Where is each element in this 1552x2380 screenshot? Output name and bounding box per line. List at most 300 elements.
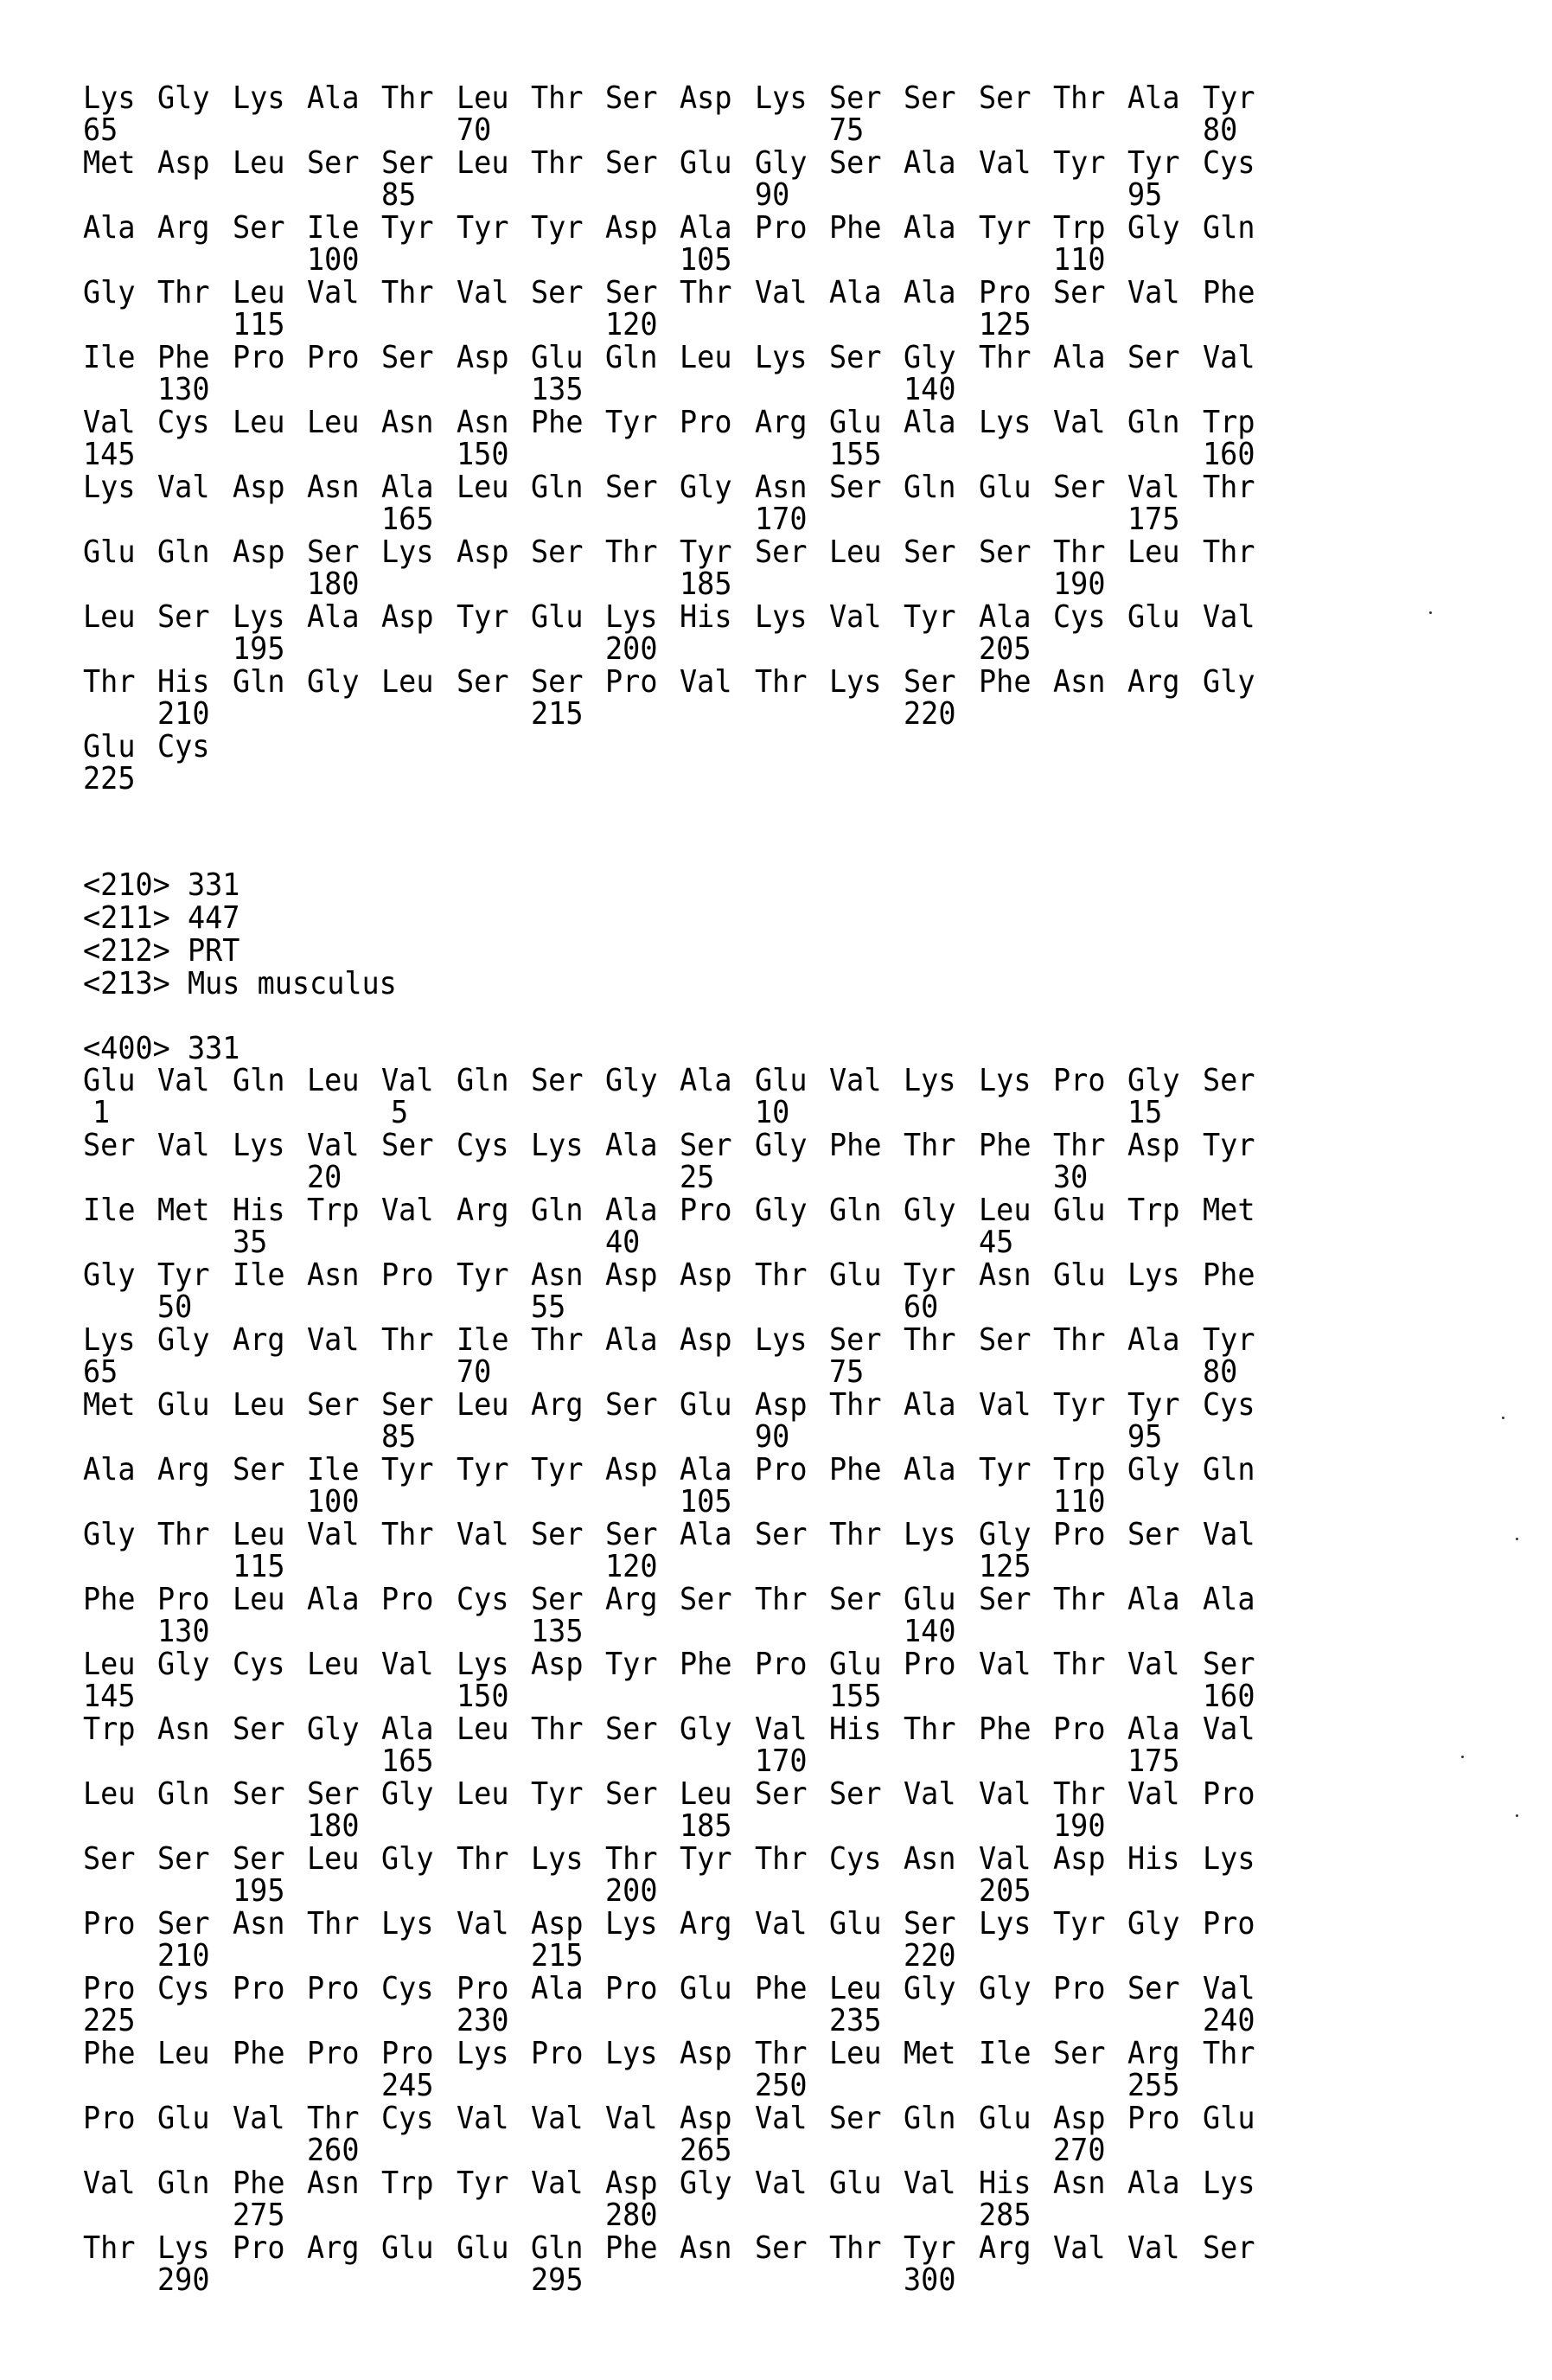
residue: Val: [605, 2101, 658, 2136]
position-number: 270: [1052, 2133, 1106, 2168]
residue: Ala: [1052, 340, 1106, 375]
residue: Val: [680, 664, 732, 700]
residue: Glu: [456, 2230, 508, 2266]
residue: Thr: [904, 1322, 956, 1358]
residue: Leu: [232, 1517, 285, 1552]
residue: Gly: [605, 1063, 658, 1098]
residue: Thr: [1052, 1647, 1106, 1682]
residue: Glu: [530, 340, 584, 375]
residue: Glu: [381, 2230, 434, 2266]
residue: Ser: [829, 145, 882, 181]
residue: Val: [754, 2101, 808, 2136]
residue: Glu: [680, 145, 732, 181]
position-number: 105: [680, 1484, 732, 1519]
residue: Asn: [306, 2166, 360, 2201]
residue: Ile: [232, 1257, 285, 1293]
residue: Ser: [680, 1128, 732, 1163]
organism-line: [83, 968, 397, 1001]
residue: Pro: [680, 405, 732, 440]
residue: Gly: [754, 1128, 808, 1163]
residue: Arg: [232, 1322, 285, 1358]
position-number: 25: [680, 1160, 715, 1195]
residue: Pro: [83, 1906, 136, 1942]
position-number: 75: [829, 1354, 865, 1390]
residue: Phe: [680, 1647, 732, 1682]
residue: Gly: [904, 1971, 956, 2006]
residue: Ser: [1052, 470, 1106, 505]
residue: Thr: [83, 664, 136, 700]
residue: Val: [456, 2101, 508, 2136]
residue: Thr: [978, 340, 1031, 375]
seq-id-line: [83, 869, 240, 902]
residue: Asp: [680, 1322, 732, 1358]
residue: Ser: [754, 2230, 808, 2266]
residue: Met: [83, 145, 136, 181]
residue: Ser: [1052, 2036, 1106, 2071]
residue: Tyr: [978, 210, 1031, 246]
residue: Ser: [232, 1452, 285, 1488]
position-number: 145: [83, 1679, 136, 1714]
residue: Tyr: [1052, 1906, 1106, 1942]
residue: Val: [1202, 1971, 1255, 2006]
residue: Pro: [1202, 1776, 1255, 1812]
residue: Glu: [83, 729, 136, 765]
residue: Gly: [306, 664, 360, 700]
position-number: 85: [381, 177, 417, 213]
residue: Thr: [1202, 534, 1255, 570]
residue: Ser: [530, 275, 584, 310]
residue: Gly: [157, 1322, 210, 1358]
position-number: 40: [605, 1225, 641, 1260]
residue: Ser: [157, 1841, 210, 1877]
residue: Tyr: [978, 1452, 1031, 1488]
residue: Ala: [1127, 1711, 1180, 1747]
residue: Leu: [829, 1971, 882, 2006]
residue: Thr: [904, 1128, 956, 1163]
residue: Phe: [978, 664, 1031, 700]
position-number: 165: [381, 502, 434, 537]
residue: Gly: [754, 1193, 808, 1228]
scan-speck: [1429, 611, 1432, 614]
residue: Gly: [978, 1971, 1031, 2006]
residue: Ser: [232, 210, 285, 246]
residue: Tyr: [680, 534, 732, 570]
residue: Tyr: [456, 210, 508, 246]
residue: Tyr: [381, 1452, 434, 1488]
residue: Thr: [381, 1322, 434, 1358]
residue: Ile: [978, 2036, 1031, 2071]
residue: Thr: [754, 2036, 808, 2071]
type-tag: <212>: [83, 933, 170, 969]
seq-id-tag: <210>: [83, 867, 170, 903]
residue: Ser: [829, 340, 882, 375]
residue: Leu: [829, 534, 882, 570]
residue: Cys: [381, 2101, 434, 2136]
residue: Tyr: [904, 599, 956, 635]
residue: Ala: [1127, 80, 1180, 116]
residue: Glu: [978, 470, 1031, 505]
residue: Asp: [456, 534, 508, 570]
sequence-tag-line: [83, 1033, 240, 1065]
residue: Gln: [232, 664, 285, 700]
position-number: 175: [1127, 502, 1180, 537]
position-number: 70: [456, 1354, 491, 1390]
residue: Tyr: [605, 405, 658, 440]
residue: Gly: [83, 1517, 136, 1552]
residue: Asn: [754, 470, 808, 505]
residue: Ser: [829, 1582, 882, 1617]
residue: Val: [1202, 1517, 1255, 1552]
residue: Phe: [530, 405, 584, 440]
position-number: 135: [530, 372, 584, 407]
residue: Cys: [456, 1582, 508, 1617]
residue: Arg: [605, 1582, 658, 1617]
residue: Cys: [157, 405, 210, 440]
residue: Val: [306, 1517, 360, 1552]
scan-speck: [1502, 1417, 1504, 1419]
residue: Asp: [381, 599, 434, 635]
residue: Ala: [381, 1711, 434, 1747]
residue: Leu: [1127, 534, 1180, 570]
position-number: 90: [754, 177, 790, 213]
position-number: 200: [605, 631, 658, 667]
residue: Thr: [381, 275, 434, 310]
residue: Ser: [530, 1517, 584, 1552]
residue: Trp: [83, 1711, 136, 1747]
residue: Ser: [232, 1841, 285, 1877]
residue: Asp: [680, 2036, 732, 2071]
residue: Val: [978, 1387, 1031, 1423]
residue: Val: [83, 405, 136, 440]
seq-id-value: 331: [187, 867, 240, 903]
residue: Gln: [530, 2230, 584, 2266]
position-number: 180: [306, 1808, 360, 1844]
residue: Val: [157, 1128, 210, 1163]
residue: Thr: [754, 1582, 808, 1617]
residue: Asn: [978, 1257, 1031, 1293]
position-number: 120: [605, 307, 658, 342]
residue: Thr: [1052, 1128, 1106, 1163]
residue: Cys: [829, 1841, 882, 1877]
residue: Gly: [1127, 1063, 1180, 1098]
residue: Val: [754, 2166, 808, 2201]
residue: Asp: [1127, 1128, 1180, 1163]
position-number: 60: [904, 1289, 939, 1325]
residue: Gln: [1202, 1452, 1255, 1488]
residue: Leu: [83, 1776, 136, 1812]
residue: Thr: [1052, 1776, 1106, 1812]
residue: Tyr: [381, 210, 434, 246]
residue: Leu: [680, 1776, 732, 1812]
residue: Lys: [1202, 2166, 1255, 2201]
residue: Val: [456, 275, 508, 310]
residue: Asp: [530, 1647, 584, 1682]
residue: Pro: [1052, 1711, 1106, 1747]
residue: Phe: [605, 2230, 658, 2266]
position-number: 300: [904, 2262, 956, 2298]
residue: Gln: [1127, 405, 1180, 440]
residue: Asn: [904, 1841, 956, 1877]
residue: Glu: [829, 405, 882, 440]
residue: Val: [306, 275, 360, 310]
residue: Tyr: [530, 1452, 584, 1488]
residue: Ala: [680, 210, 732, 246]
residue: Asp: [456, 340, 508, 375]
residue: Ala: [605, 1193, 658, 1228]
residue: Ser: [1127, 1517, 1180, 1552]
residue: Gln: [232, 1063, 285, 1098]
residue: Thr: [456, 1841, 508, 1877]
residue: Ser: [1127, 340, 1180, 375]
residue: Thr: [605, 1841, 658, 1877]
residue: Tyr: [1202, 1128, 1255, 1163]
position-number: 70: [456, 112, 491, 148]
residue: Gln: [157, 534, 210, 570]
residue: Gly: [157, 80, 210, 116]
residue: Glu: [829, 1647, 882, 1682]
position-number: 235: [829, 2003, 882, 2038]
residue: Ala: [680, 1452, 732, 1488]
residue: Asp: [157, 145, 210, 181]
residue: Thr: [381, 1517, 434, 1552]
position-number: 210: [157, 696, 210, 732]
residue: Arg: [978, 2230, 1031, 2266]
residue: Lys: [754, 80, 808, 116]
residue: Pro: [232, 2230, 285, 2266]
position-number: 190: [1052, 566, 1106, 602]
position-number: 85: [381, 1419, 417, 1455]
residue: Ala: [904, 145, 956, 181]
residue: Tyr: [1052, 145, 1106, 181]
residue: Gln: [530, 1193, 584, 1228]
residue: Ser: [232, 1776, 285, 1812]
residue: Lys: [232, 1128, 285, 1163]
residue: Asp: [605, 1452, 658, 1488]
residue: Ser: [530, 664, 584, 700]
residue: Thr: [1052, 1582, 1106, 1617]
residue: Ser: [829, 80, 882, 116]
residue: Thr: [83, 2230, 136, 2266]
residue: Phe: [1202, 1257, 1255, 1293]
residue: Cys: [1202, 1387, 1255, 1423]
residue: Phe: [232, 2166, 285, 2201]
position-number: 80: [1202, 112, 1237, 148]
residue: His: [680, 599, 732, 635]
residue: Val: [157, 1063, 210, 1098]
residue: Gln: [157, 1776, 210, 1812]
residue: Thr: [1052, 534, 1106, 570]
residue: Asp: [1052, 2101, 1106, 2136]
residue: Asn: [306, 470, 360, 505]
residue: Leu: [232, 275, 285, 310]
residue: Gln: [904, 2101, 956, 2136]
residue: Lys: [829, 664, 882, 700]
residue: Ala: [904, 275, 956, 310]
residue: Ile: [306, 1452, 360, 1488]
residue: Ser: [381, 1128, 434, 1163]
position-number: 65: [83, 1354, 118, 1390]
residue: Lys: [754, 599, 808, 635]
residue: Leu: [456, 80, 508, 116]
residue: Ser: [904, 664, 956, 700]
residue: Leu: [306, 405, 360, 440]
residue: Arg: [754, 405, 808, 440]
residue: Val: [978, 1776, 1031, 1812]
residue: Thr: [1052, 1322, 1106, 1358]
residue: Gly: [1127, 210, 1180, 246]
residue: Gly: [680, 470, 732, 505]
residue: Lys: [456, 2036, 508, 2071]
scan-speck: [1516, 1538, 1518, 1540]
residue: Pro: [530, 2036, 584, 2071]
residue: Ile: [83, 1193, 136, 1228]
residue: Val: [530, 2101, 584, 2136]
type-value: PRT: [187, 933, 240, 969]
residue: Thr: [829, 2230, 882, 2266]
residue: Gly: [680, 1711, 732, 1747]
residue: Cys: [456, 1128, 508, 1163]
residue: Pro: [306, 1971, 360, 2006]
residue: Ser: [1052, 275, 1106, 310]
residue: Leu: [456, 1711, 508, 1747]
residue: Glu: [754, 1063, 808, 1098]
residue: Ser: [829, 2101, 882, 2136]
residue: Ser: [381, 1387, 434, 1423]
residue: Ser: [904, 534, 956, 570]
residue: Tyr: [680, 1841, 732, 1877]
residue: Phe: [83, 2036, 136, 2071]
position-number: 140: [904, 1614, 956, 1649]
residue: Lys: [754, 340, 808, 375]
residue: Phe: [829, 210, 882, 246]
residue: Ser: [1202, 1647, 1255, 1682]
residue: Gln: [829, 1193, 882, 1228]
residue: Pro: [381, 1582, 434, 1617]
residue: Val: [157, 470, 210, 505]
residue: Val: [1052, 2230, 1106, 2266]
residue: Ser: [605, 1387, 658, 1423]
position-number: 280: [605, 2198, 658, 2233]
residue: Ser: [530, 1063, 584, 1098]
position-number: 150: [456, 1679, 508, 1714]
residue: Glu: [829, 2166, 882, 2201]
residue: Tyr: [1052, 1387, 1106, 1423]
residue: Ser: [605, 470, 658, 505]
residue: Cys: [157, 729, 210, 765]
position-number: 135: [530, 1614, 584, 1649]
position-number: 245: [381, 2068, 434, 2103]
residue: Gly: [1202, 664, 1255, 700]
residue: Ser: [829, 470, 882, 505]
residue: Asp: [605, 1257, 658, 1293]
residue: Ser: [978, 534, 1031, 570]
residue: Cys: [1202, 145, 1255, 181]
residue: Ala: [1127, 1322, 1180, 1358]
residue: Asp: [680, 1257, 732, 1293]
residue: Ala: [530, 1971, 584, 2006]
residue: Ser: [1127, 1971, 1180, 2006]
residue: Ala: [83, 1452, 136, 1488]
residue: Leu: [232, 1387, 285, 1423]
position-number: 240: [1202, 2003, 1255, 2038]
residue: Val: [754, 275, 808, 310]
residue: Ile: [306, 210, 360, 246]
residue: Val: [1127, 470, 1180, 505]
residue: Phe: [83, 1582, 136, 1617]
residue: Val: [978, 145, 1031, 181]
residue: Thr: [530, 80, 584, 116]
sequence-tag: <400>: [83, 1031, 170, 1066]
residue: Thr: [157, 275, 210, 310]
residue: Tyr: [605, 1647, 658, 1682]
residue: Lys: [456, 1647, 508, 1682]
residue: Val: [1127, 1647, 1180, 1682]
residue: Arg: [1127, 664, 1180, 700]
residue: Asp: [232, 470, 285, 505]
residue: Asp: [605, 2166, 658, 2201]
position-number: 100: [306, 1484, 360, 1519]
residue: Trp: [1052, 210, 1106, 246]
residue: Phe: [829, 1452, 882, 1488]
residue: Ser: [381, 145, 434, 181]
residue: Tyr: [530, 1776, 584, 1812]
residue: Ser: [605, 275, 658, 310]
residue: Ile: [456, 1322, 508, 1358]
residue: Pro: [605, 1971, 658, 2006]
residue: Leu: [83, 1647, 136, 1682]
residue: Lys: [381, 1906, 434, 1942]
position-number: 55: [530, 1289, 566, 1325]
residue: Leu: [232, 145, 285, 181]
residue: Tyr: [904, 2230, 956, 2266]
residue: Leu: [232, 405, 285, 440]
position-number: 265: [680, 2133, 732, 2168]
residue: Leu: [829, 2036, 882, 2071]
residue: Thr: [306, 1906, 360, 1942]
residue: Lys: [83, 1322, 136, 1358]
position-number: 290: [157, 2262, 210, 2298]
position-number: 170: [754, 502, 808, 537]
type-line: [83, 935, 240, 968]
residue: Met: [83, 1387, 136, 1423]
residue: Asn: [1052, 664, 1106, 700]
residue: Leu: [232, 1582, 285, 1617]
residue: Ala: [904, 1387, 956, 1423]
residue: Thr: [530, 1322, 584, 1358]
position-number: 190: [1052, 1808, 1106, 1844]
position-number: 255: [1127, 2068, 1180, 2103]
residue: Phe: [754, 1971, 808, 2006]
position-number: 195: [232, 631, 285, 667]
residue: Asn: [1052, 2166, 1106, 2201]
residue: Lys: [904, 1063, 956, 1098]
residue: Glu: [157, 2101, 210, 2136]
position-number: 295: [530, 2262, 584, 2298]
residue: Val: [904, 2166, 956, 2201]
residue: Phe: [232, 2036, 285, 2071]
residue: Ser: [904, 1906, 956, 1942]
residue: Leu: [83, 599, 136, 635]
position-number: 155: [829, 437, 882, 472]
residue: Ser: [1202, 1063, 1255, 1098]
residue: Arg: [530, 1387, 584, 1423]
residue: Trp: [1127, 1193, 1180, 1228]
residue: Arg: [306, 2230, 360, 2266]
position-number: 205: [978, 1873, 1031, 1909]
residue: Glu: [680, 1387, 732, 1423]
residue: Ala: [904, 1452, 956, 1488]
residue: Leu: [456, 1387, 508, 1423]
